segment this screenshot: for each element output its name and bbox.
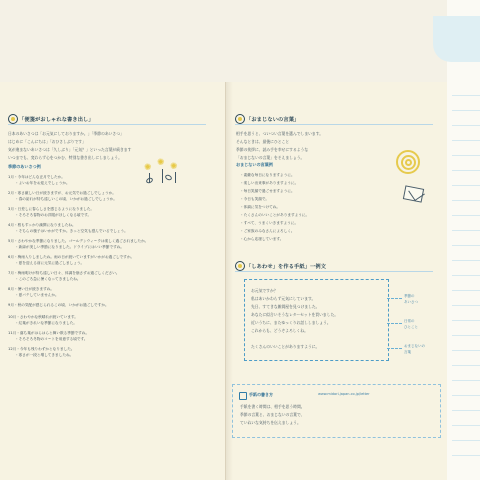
edge-rule: [452, 335, 480, 336]
edge-rule: [452, 185, 480, 186]
right-intro-1: 相手を思うと、ついつい言葉を選んでしまいます。: [236, 131, 324, 136]
month-line: ・そろそろ冬物のコートを用意する頃です。: [15, 337, 88, 341]
letter-line: あなたに似合いそうなレターセットを買いました。: [251, 312, 339, 317]
right-intro-2: そんなときは、最後にひとこと: [236, 139, 290, 144]
phrase-line: ・今日も笑顔で。: [240, 197, 270, 201]
right-page: [225, 82, 448, 480]
connector-line: [387, 298, 402, 299]
right-heading: 「おまじないの言葉」: [246, 117, 300, 123]
footer-line: ていねいな気持ちを伝えましょう。: [240, 420, 301, 425]
phrase-line: ・素敵な毎日になりますように。: [240, 173, 295, 177]
edge-rule: [452, 455, 480, 456]
edge-rule: [452, 260, 480, 261]
notebook-edge: [447, 0, 480, 480]
left-intro-2: はじめに「こんにちは」「おひさしぶりです」: [8, 139, 86, 144]
edge-rule: [452, 245, 480, 246]
letter-line: たくさんのいいことがありますように。: [251, 344, 320, 349]
letter-line: 私はあいかわらず元気にしています。: [251, 296, 316, 301]
footer-line: 手紙を書く時間は、相手を思う時間。: [240, 404, 305, 409]
bulb-icon: [235, 114, 245, 124]
leaf-icon: [145, 177, 153, 184]
edge-rule: [452, 125, 480, 126]
month-line: ・紅葉がきれいな季節になりました。: [15, 321, 77, 325]
month-line: 6月・梅雨入りしましたね。雨の日が続いていますがいかがお過ごしですか。: [8, 255, 135, 259]
edge-rule: [452, 275, 480, 276]
edge-rule: [452, 305, 480, 306]
flower-icon: ✺: [170, 162, 178, 172]
side-note: 日常の: [404, 319, 415, 323]
month-line: 4月・桜もすっかり満開になりましたね。: [8, 223, 76, 227]
month-line: ・よいお年をお迎えでしょうか。: [15, 181, 70, 185]
left-intro-4: いつまでも、変わらず心をつかむ、特別な書き出しにしましょう。: [8, 155, 122, 160]
month-line: 8月・暑い日が続きますね。: [8, 287, 55, 291]
edge-rule: [452, 395, 480, 396]
letter-line: 先日、すてきな雑貨屋を見つけました。: [251, 304, 320, 309]
connector-line: [387, 348, 402, 349]
edge-rule: [452, 350, 480, 351]
right-intro-4: 「おまじないの言葉」をそえましょう。: [236, 155, 305, 160]
edge-rule: [452, 170, 480, 171]
month-line: ・夏バテしていませんか。: [15, 293, 59, 297]
phrase-line: ・たくさんのいいことがありますように。: [240, 213, 310, 217]
flower-stem: [175, 172, 176, 183]
letter-heading: 「しあわせ」を作る手紙」一例文: [246, 264, 327, 270]
letter-line: これからも、どうぞよろしくね。: [251, 328, 308, 333]
month-line: 5月・さわやかな季節になりました。ゴールデンウィークは楽しく過ごされましたか。: [8, 239, 149, 243]
month-line: ・寒さが一段と増してきましたね。: [15, 353, 74, 357]
phrase-line: ・楽しい出来事がありますように。: [240, 181, 299, 185]
month-line: ・そちらの様子はいかがですか。きっと空気も澄んでいるでしょう。: [15, 229, 128, 233]
footer-title: 手紙の書き方: [249, 392, 273, 397]
month-line: 2月・寒さ厳しい日が続きますが、お元気でお過ごしでしょうか。: [8, 191, 116, 195]
center-fold: [225, 82, 233, 480]
spiral-sun-icon-center: [405, 159, 412, 166]
leaf-icon: [164, 174, 172, 181]
phrase-line: ・毎日笑顔で過ごせますように。: [240, 189, 295, 193]
flower-stem: [162, 169, 163, 183]
bulb-icon: [235, 261, 245, 271]
side-note: 言葉: [404, 350, 411, 354]
month-line: 10月・さわやかな秋晴れが続いています。: [8, 315, 78, 319]
season-heading: 季節のあいさつ例: [8, 164, 41, 169]
edge-rule: [452, 365, 480, 366]
edge-rule: [452, 440, 480, 441]
connector-line: [387, 323, 402, 324]
side-note: おまじないの: [404, 344, 425, 348]
edge-rule: [452, 230, 480, 231]
edge-rule: [452, 290, 480, 291]
left-intro-3: 気が進まないあいさつは「久しぶり」「元気？」といった言葉が続きます: [8, 147, 132, 152]
month-line: 7月・梅雨明けが待ち遠しい日々、体調を崩さずお過ごしください。: [8, 271, 120, 275]
month-line: 11月・落ち葉がはらはらと舞い散る季節ですね。: [8, 331, 90, 335]
edge-rule: [452, 425, 480, 426]
left-page: [0, 82, 225, 480]
bulb-icon: [8, 114, 18, 124]
phrase-line: ・ご家族のみなさんによろしく。: [240, 229, 295, 233]
letter-heading-rule: [235, 271, 433, 272]
phrase-line: ・体調に気をつけてね。: [240, 205, 281, 209]
month-line: ・夏を迎える前に元気に過ごしましょう。: [15, 261, 85, 265]
month-line: 3月・日差しに春らしさを感じるようになりました。: [8, 207, 95, 211]
left-heading: 「便箋がおしゃれな書き出し」: [19, 117, 94, 123]
month-line: ・このごろ急に暑くなってきましたね。: [15, 277, 81, 281]
phrase-line: ・すべて、うまくいきますように。: [240, 221, 299, 225]
edge-rule: [452, 95, 480, 96]
month-line: ・新緑が美しい季節になりました。ドライブにはいい季節ですね。: [15, 245, 125, 249]
left-intro-1: 日本のあいさつは「お元気にしておりますか。」「季節のあいさつ」: [8, 131, 124, 136]
edge-rule: [452, 140, 480, 141]
edge-rule: [452, 155, 480, 156]
blue-tab: [433, 16, 480, 62]
example-heading: おまじないの言葉例: [236, 162, 273, 167]
edge-rule: [452, 215, 480, 216]
left-heading-rule: [8, 124, 206, 125]
footer-line: 季節の言葉と、おまじないの言葉で、: [240, 412, 305, 417]
letter-line: 近いうちに、またゆっくりお話ししましょう。: [251, 320, 331, 325]
edge-rule: [452, 380, 480, 381]
pen-icon: [239, 392, 247, 400]
month-line: 12月・今年も残りわずかとなりました。: [8, 347, 75, 351]
edge-rule: [452, 320, 480, 321]
edge-rule: [452, 110, 480, 111]
flower-icon: ✺: [157, 158, 165, 168]
side-note: 季節の: [404, 294, 415, 298]
envelope-icon: [403, 185, 424, 202]
flower-icon: ✺: [144, 163, 152, 173]
month-line: 9月・秋の気配が感じられるこの頃、いかがお過ごしですか。: [8, 303, 109, 307]
edge-rule: [452, 200, 480, 201]
phrase-line: ・心から応援しています。: [240, 237, 284, 241]
month-line: 1月・今年はどんな正月でしたか。: [8, 175, 65, 179]
edge-rule: [452, 410, 480, 411]
side-note: ひとこと: [404, 325, 418, 329]
month-line: ・春の訪れが待ち遠しいこの頃、いかがお過ごしでしょうか。: [15, 197, 117, 201]
side-note: あいさつ: [404, 300, 418, 304]
month-line: ・そろそろ春物のお洋服がほしくなる頃です。: [15, 213, 92, 217]
right-heading-rule: [235, 124, 433, 125]
letter-line: お元気ですか？: [251, 288, 278, 293]
right-intro-3: 季節の挨拶に、読み手を幸せにするような: [236, 147, 309, 152]
footer-url: www.midori-japan.co.jp/letter: [318, 392, 370, 396]
